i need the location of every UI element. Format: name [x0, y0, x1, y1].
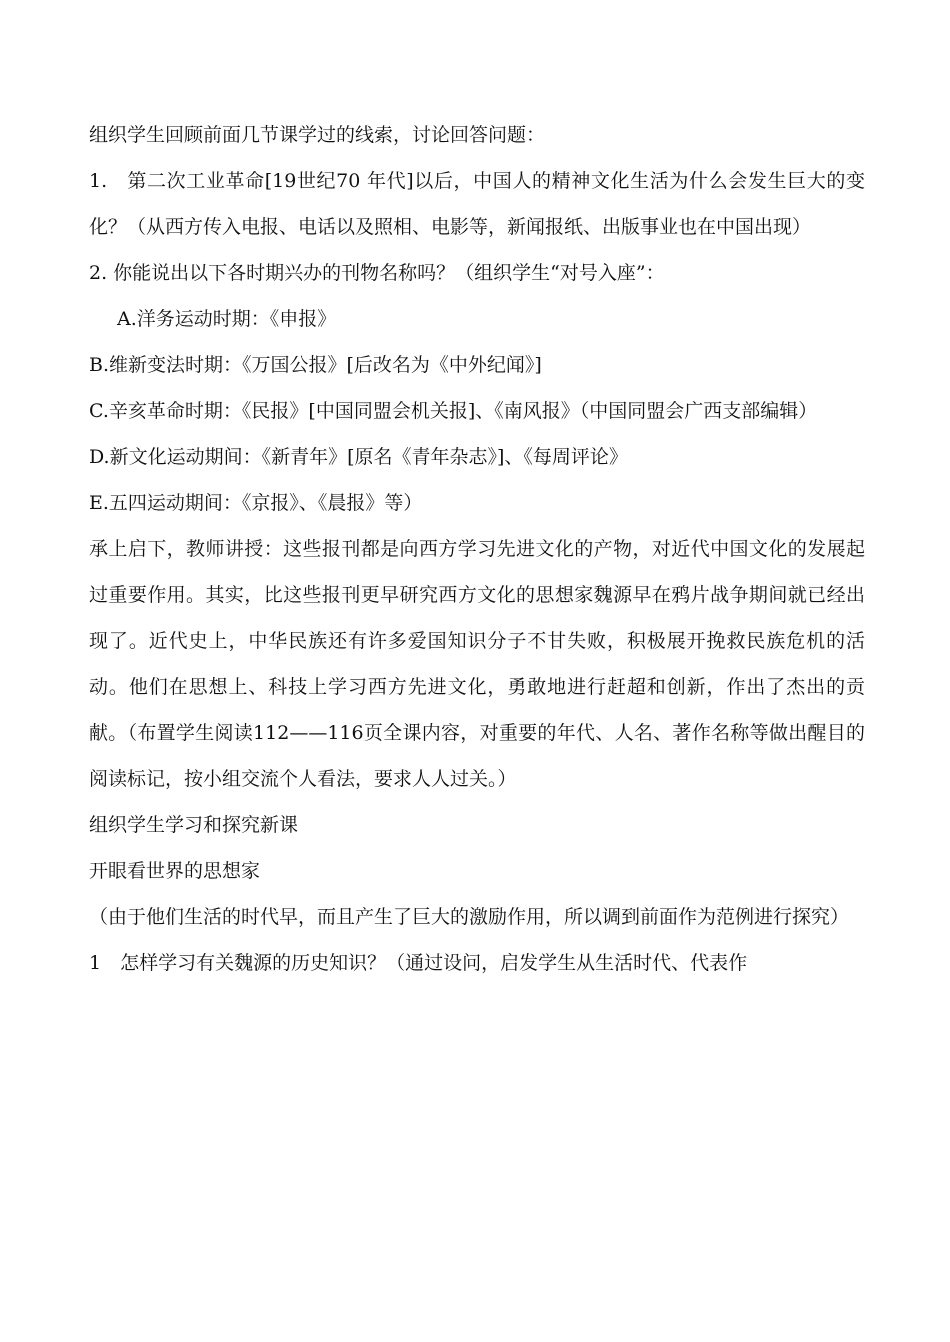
answer-c: C.辛亥革命时期：《民报》[中国同盟会机关报]、《南风报》（中国同盟会广西支部编辑） [89, 400, 818, 422]
section-heading: 开眼看世界的思想家 [89, 860, 261, 882]
answer-d: D.新文化运动期间：《新青年》[原名《青年杂志》]、《每周评论》 [89, 446, 628, 468]
question-1: 1. 第二次工业革命[19世纪70 年代]以后，中国人的精神文化生活为什么会发生巨大的变化？（从西方传入电报、电话以及照相、电影等，新闻报纸、出版事业也在中国出现） [89, 170, 865, 238]
new-lesson-heading: 组织学生学习和探究新课 [89, 814, 299, 836]
question-2: 2. 你能说出以下各时期兴办的刊物名称吗？（组织学生“对号入座”： [89, 262, 665, 284]
teacher-lecture-paragraph: 承上启下，教师讲授：这些报刊都是向西方学习先进文化的产物，对近代中国文化的发展起过重要作用。其实，比这些报刊更早研究西方文化的思想家魏源早在鸦片战争期间就已经出现了。近代史上，中华民族还有许多爱国知识分子不甘失败，积极展开挽救民族危机的活动。他们在思想上、科技上学习西方先进文化，勇敢地进行赶超和创新，作出了杰出的贡献。（布置学生阅读112——116页全课内容，对重要的年代、人名、著作名称等做出醒目的阅读标记，按小组交流个人看法，要求人人过关。） [89, 538, 865, 790]
answer-e: E.五四运动期间：《京报》、《晨报》等） [89, 492, 423, 514]
intro-paragraph: 组织学生回顾前面几节课学过的线索，讨论回答问题： [89, 124, 546, 146]
section-note: （由于他们生活的时代早，而且产生了巨大的激励作用，所以调到前面作为范例进行探究） [89, 906, 850, 928]
answer-b: B.维新变法时期：《万国公报》[后改名为《中外纪闻》] [89, 354, 542, 376]
answer-a: A.洋务运动时期：《申报》 [117, 308, 337, 330]
document-page [89, 112, 865, 986]
study-question-1: 1 怎样学习有关魏源的历史知识？（通过设问，启发学生从生活时代、代表作 [89, 952, 748, 974]
